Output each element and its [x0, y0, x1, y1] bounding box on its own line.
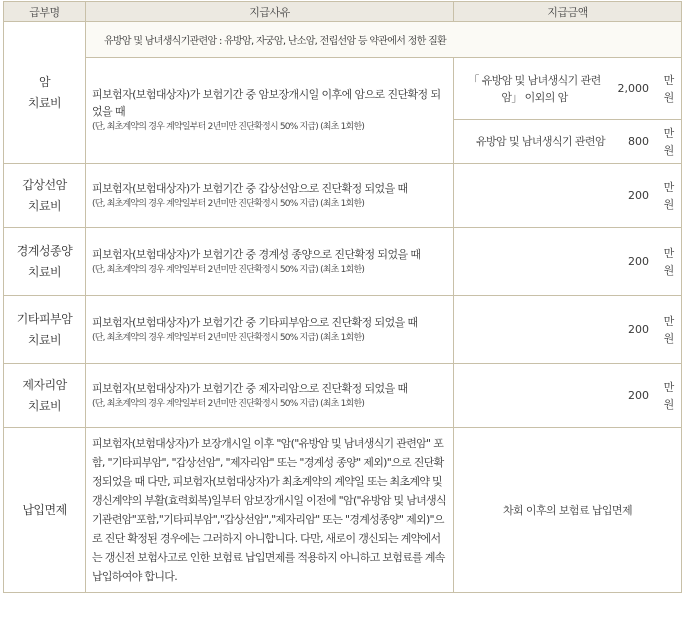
cancer-definition: 유방암 및 남녀생식기관련암 : 유방암, 자궁암, 난소암, 전립선암 등 약관에서 정한 질환 [86, 22, 682, 58]
header-payment-amount: 지급금액 [454, 2, 682, 22]
benefit-name-cancer: 암 치료비 [4, 22, 86, 164]
cancer-amount-breast: 유방암 및 남녀생식기 관련암 800 만 원 [454, 120, 682, 164]
table-row [4, 296, 682, 364]
waiver-amount: 차회 이후의 보험료 납입면제 [454, 428, 682, 593]
borderline-reason: 피보험자(보험대상자)가 보험기간 중 경계성 종양으로 진단확정 되었을 때 (단, 최초계약의 경우 계약일부터 2년미만 진단확정시 50% 지급) (최초 1회한) [86, 228, 454, 296]
benefit-name-in-situ: 제자리암 치료비 [4, 364, 86, 428]
table-row [4, 228, 682, 296]
benefit-table [3, 1, 682, 593]
benefit-name-borderline: 경계성종양 치료비 [4, 228, 86, 296]
header-row [4, 2, 682, 22]
thyroid-amount: 200 만 원 [454, 164, 682, 228]
header-payment-reason: 지급사유 [86, 2, 454, 22]
skin-reason: 피보험자(보험대상자)가 보험기간 중 기타피부암으로 진단확정 되었을 때 (단, 최초계약의 경우 계약일부터 2년미만 진단확정시 50% 지급) (최초 1회한) [86, 296, 454, 364]
benefit-name-thyroid: 갑상선암 치료비 [4, 164, 86, 228]
thyroid-reason: 피보험자(보험대상자)가 보험기간 중 갑상선암으로 진단확정 되었을 때 (단, 최초계약의 경우 계약일부터 2년미만 진단확정시 50% 지급) (최초 1회한) [86, 164, 454, 228]
cancer-amount-general: 「 유방암 및 남녀생식기 관련암」 이외의 암 2,000 만 원 [454, 58, 682, 120]
table-row [4, 364, 682, 428]
table-row-cancer-definition [4, 22, 682, 58]
table-row [4, 164, 682, 228]
borderline-amount: 200 만 원 [454, 228, 682, 296]
cancer-reason: 피보험자(보험대상자)가 보험기간 중 암보장개시일 이후에 암으로 진단확정 되었을 때 (단, 최초계약의 경우 계약일부터 2년미만 진단확정시 50% 지급) (최초 1회한) [86, 58, 454, 164]
waiver-reason: 피보험자(보험대상자)가 보장개시일 이후 "암("유방암 및 남녀생식기 관련암" 포함, "기타피부암", "갑상선암", "제자리암" 또는 "경계성 종양" 제외)"으로 진단확정되었을 때 다만, 피보험자(보험대상자)가 최초계약의 계약일 또는 최초계약 및 갱신계약의 부활(효력회복)일부터 암보장개시일 이전에 "암("유방암 및 남녀생식기관련암"포함,"기타피부암","갑상선암","제자리암" 또는 "경계성종양" 제외)"으로 진단 확정된 경우에는 그러하지 아니합니다. 다만, 새로이 갱신되는 계약에서는 갱신전 보험사고로 인한 보험료 납입면제를 적용하지 아니하고 보험료를 계속 납입하여야 합니다. [86, 428, 454, 593]
benefit-name-skin: 기타피부암 치료비 [4, 296, 86, 364]
skin-amount: 200 만 원 [454, 296, 682, 364]
table-row-cancer-general [4, 58, 682, 120]
benefit-name-waiver: 납입면제 [4, 428, 86, 593]
table-row-premium-waiver [4, 428, 682, 593]
in-situ-amount: 200 만 원 [454, 364, 682, 428]
in-situ-reason: 피보험자(보험대상자)가 보험기간 중 제자리암으로 진단확정 되었을 때 (단, 최초계약의 경우 계약일부터 2년미만 진단확정시 50% 지급) (최초 1회한) [86, 364, 454, 428]
header-benefit-name: 급부명 [4, 2, 86, 22]
